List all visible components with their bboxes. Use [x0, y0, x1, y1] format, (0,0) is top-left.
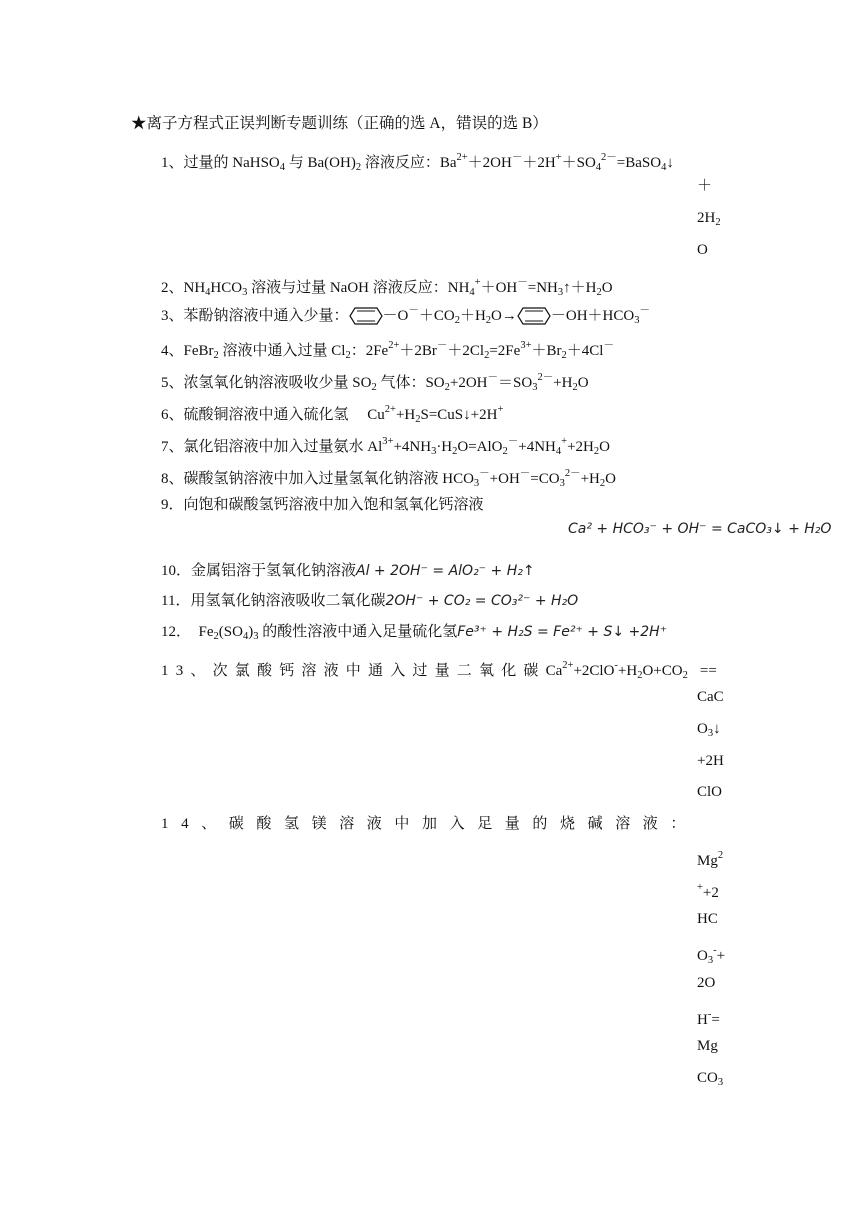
- question-9: 9．向饱和碳酸氢钙溶液中加入饱和氢氧化钙溶液: [161, 497, 484, 513]
- question-6: 6、硫酸铜溶液中通入硫化氢 $Cu^{2+}+H_2S=CuS↓+2H^+$: [161, 404, 504, 425]
- question-8: 8、碳酸氢钠溶液中加入过量氢氧化钠溶液 $HCO_3^-+OH^-=CO_3^{2-}+H_2O$: [161, 468, 616, 489]
- question-11-equation: 2OH⁻ + CO₂ = CO₃²⁻ + H₂O: [385, 593, 579, 609]
- question-13-wrap: $O_3↓$: [697, 721, 721, 739]
- question-13: 13、次氯酸钙溶液中通入过量二氧化碳$Ca^{2+}+2ClO^-+H_2O+CO_2$ ==: [161, 660, 717, 681]
- question-13-wrap: +2H: [697, 753, 724, 769]
- question-12-equation: Fe³⁺ + H₂S = Fe²⁺ + S↓ +2H⁺: [457, 624, 668, 640]
- question-11: 11．用氢氧化钠溶液吸收二氧化碳2OH⁻ + CO₂ = CO₃²⁻ + H₂O: [161, 593, 579, 609]
- question-1-wrap: O: [697, 242, 708, 258]
- question-10: 10．金属铝溶于氢氧化钠溶液Al + 2OH⁻ = AlO₂⁻ + H₂↑: [161, 563, 535, 579]
- question-2: 2、$NH_4HCO_3$ 溶液与过量 NaOH 溶液反应：$NH_4^++OH^-=NH_3↑+H_2O$: [161, 277, 613, 298]
- question-1: 1、过量的 NaHSO$_4$ 与 $Ba(OH)_2$ 溶液反应：$Ba^{2+}+2OH^-+2H^++SO_4^{2-}=BaSO_4↓$: [161, 152, 674, 173]
- question-13-wrap: ClO: [697, 784, 723, 800]
- question-14-wrap: H-=: [697, 1009, 720, 1028]
- question-1-wrap: ＋: [697, 178, 713, 194]
- question-12: 12． $Fe_2(SO_4)_3$ 的酸性溶液中通入足量硫化氢Fe³⁺ + H₂S = Fe²⁺ + S↓ +2H⁺: [161, 624, 668, 642]
- benzene-ring-icon: [349, 307, 383, 325]
- question-14-wrap: $CO_3$: [697, 1070, 724, 1088]
- question-7: 7、氯化铝溶液中加入过量氨水 $Al^{3+}+4NH_3\cdot H_2O=AlO_2^-+4NH_4^++2H_2O$: [161, 436, 610, 457]
- question-14-wrap: $O_3^-+$: [697, 945, 726, 966]
- question-14-wrap: ++2: [697, 882, 719, 901]
- question-13-wrap: CaC: [697, 689, 724, 705]
- question-14-wrap: 2O: [697, 975, 716, 991]
- benzene-ring-icon: [517, 307, 551, 325]
- question-14-wrap: Mg$^2$: [697, 850, 724, 869]
- question-14: 14、碳酸氢镁溶液中加入足量的烧碱溶液：: [161, 816, 699, 832]
- question-4: 4、FeBr$_2$ 溶液中通入过量 $Cl_2$：$2Fe^{2+}+2Br^-+2Cl_2=2Fe^{3+}+Br_2+4Cl^-$: [161, 340, 614, 361]
- question-1-wrap: $2H_2$: [697, 210, 721, 228]
- question-14-wrap: HC: [697, 911, 718, 927]
- page-title: ★离子方程式正误判断专题训练（正确的选 A，错误的选 B）: [131, 115, 548, 132]
- question-10-equation: Al + 2OH⁻ = AlO₂⁻ + H₂↑: [356, 563, 535, 579]
- question-5: 5、浓氢氧化钠溶液吸收少量 $SO_2$ 气体：$SO_2+2OH^-=SO_3^{2-}+H_2O$: [161, 372, 589, 393]
- question-9-equation: Ca² + HCO₃⁻ + OH⁻ = CaCO₃↓ + H₂O: [568, 521, 832, 537]
- question-14-wrap: Mg: [697, 1038, 718, 1054]
- question-3: 3、苯酚钠溶液中通入少量： $-O^-+CO_2+H_2O\to -OH+HCO_3^-$: [161, 305, 650, 326]
